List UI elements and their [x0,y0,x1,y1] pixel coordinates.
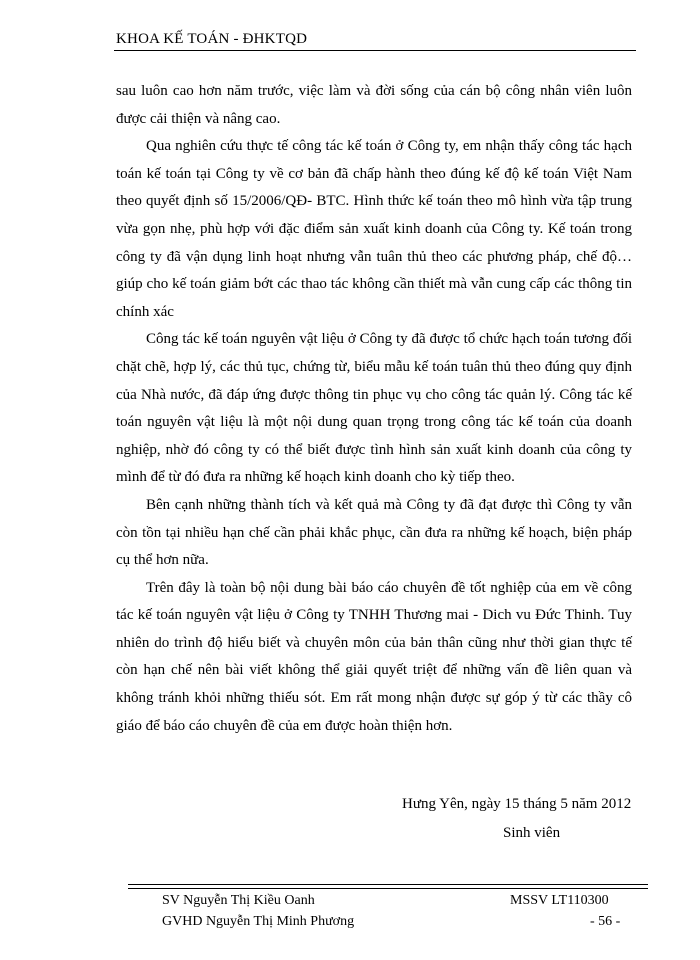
signature-role: Sinh viên [503,825,561,841]
paragraph-5: Trên đây là toàn bộ nội dung bài báo cáo chuyên đề tốt nghiệp của em về công tác kế toán nguyên vật liệu ở Công ty TNHH Thương mai - Dich vu Đức Thinh. Tuy nhiên do trình độ hiểu biết và chuyên môn của bản thân cũng như thời gian thực tế còn hạn chế nên bài viết không thể giải quyết triệt để những vấn đề liên quan và không tránh khỏi những thiếu sót. Em rất mong nhận được sự góp ý từ các thầy cô giáo để báo cáo chuyên đề của em được hoàn thiện hơn. [116,579,632,734]
page-number: - 56 - [590,914,621,929]
page-header-title: KHOA KẾ TOÁN - ĐHKTQD [116,31,308,47]
header-divider [114,50,636,51]
footer-divider-bottom [128,888,648,889]
paragraph-3: Công tác kế toán nguyên vật liệu ở Công ty đã được tổ chức hạch toán tương đối chặt chẽ, hợp lý, các thủ tục, chứng từ, biểu mẫu kế toán tuân thủ theo đúng quy định của Nhà nước, đã đáp ứng được thông tin phục vụ cho công tác quản lý. Công tác kế toán nguyên vật liệu là một nội dung quan trọng trong công tác kế toán của doanh nghiệp, nhờ đó công ty có thể biết được tình hình sản xuất kinh doanh của công ty mình để từ đó đưa ra những kế hoạch kinh doanh cho kỳ tiếp theo. [116,331,632,486]
paragraph-4: Bên cạnh những thành tích và kết quả mà Công ty đã đạt được thì Công ty vẫn còn tồn tại nhiều hạn chế cần phải khắc phục, cần đưa ra những kế hoạch, biện pháp cụ thể hơn nữa. [116,496,632,569]
footer-student-name: SV Nguyễn Thị Kiều Oanh [162,893,315,908]
paragraph-1: sau luôn cao hơn năm trước, việc làm và đời sống của cán bộ công nhân viên luôn được cải thiện và nâng cao. [116,83,632,127]
signature-date: Hưng Yên, ngày 15 tháng 5 năm 2012 [402,796,632,812]
footer-student-id: MSSV LT110300 [510,893,609,908]
footer-divider-top [128,884,648,885]
footer-advisor-name: GVHD Nguyễn Thị Minh Phương [162,914,355,929]
paragraph-2: Qua nghiên cứu thực tế công tác kế toán ở Công ty, em nhận thấy công tác hạch toán kế toán tại Công ty về cơ bản đã chấp hành theo đúng kế độ kế toán Việt Nam theo quyết định số 15/2006/QĐ- BTC. Hình thức kế toán theo mô hình vừa tập trung vừa gọn nhẹ, phù hợp với đặc điểm sản xuất kinh doanh của Công ty. Kế toán trong công ty đã vận dụng linh hoạt nhưng vẫn tuân thủ theo các phương pháp, chế độ… giúp cho kế toán giảm bớt các thao tác không cần thiết mà vẫn cung cấp các thông tin chính xác [116,138,632,320]
body-text [116,78,632,740]
